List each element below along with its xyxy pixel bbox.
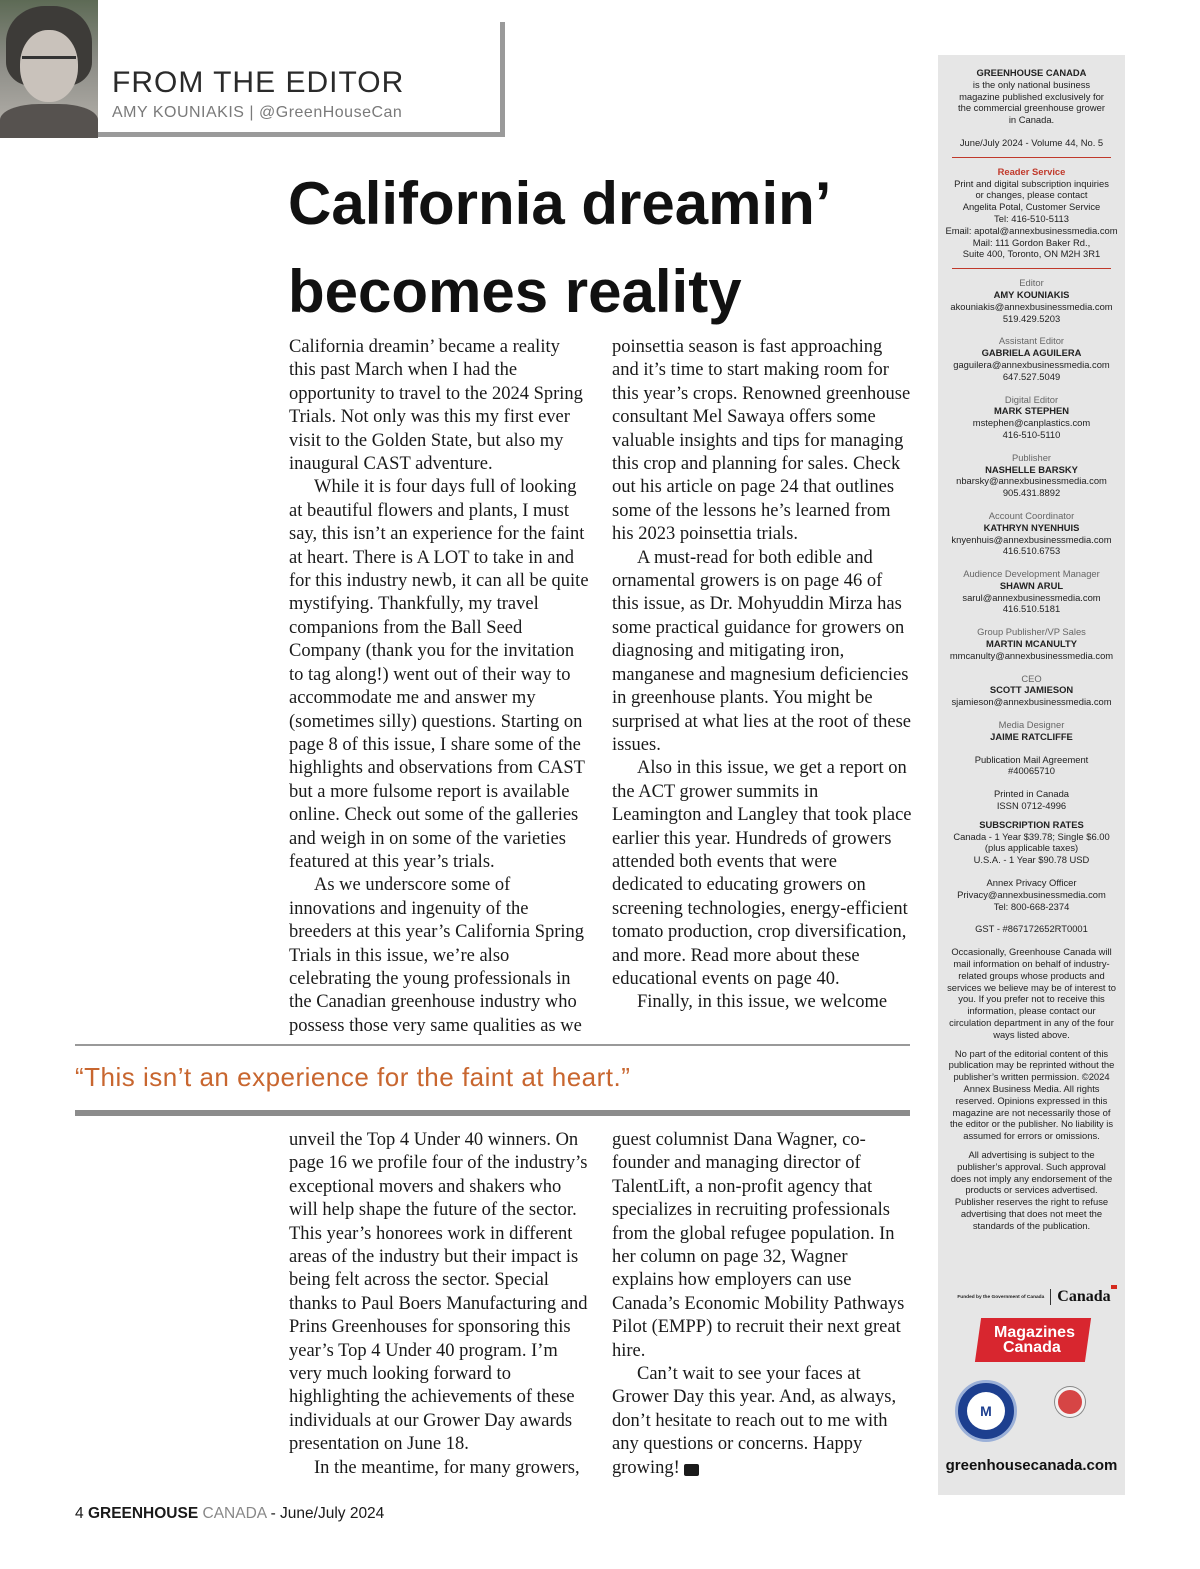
mailing-notice: Occasionally, Greenhouse Canada will mail information on behalf of industry-related groups whose products and services we believe may be of interest to you. If you prefer not to receive this information, please contact our circulation department in any of the four ways listed above. — [947, 946, 1116, 1040]
headline-line-2: becomes reality — [288, 258, 742, 325]
paragraph: unveil the Top 4 Under 40 winners. On page 16 we profile four of the industry’s exceptional movers and shakers who will help shape the future of the sector. This year’s honorees work in different areas of the industry but their impact is being felt across the sector. Special thanks to Paul Boers Manufacturing and Prins Greenhouses for sponsoring this year’s Top 4 Under 40 program. I’m very much looking forward to highlighting the achievements of these individuals at our Grower Day awards presentation on June 18. — [289, 1130, 588, 1455]
footer-brand-bold: GREENHOUSE — [87, 1505, 199, 1522]
reader-service-line: Suite 400, Toronto, ON M2H 3R1 — [962, 248, 1101, 260]
staff-name: MARK STEPHEN — [993, 405, 1069, 417]
copyright-notice: No part of the editorial content of this publication may be reprinted without the publisher’s written permission. ©2024 Annex Business Media. All rights reserved. Opinions expressed in this magazine are not necessarily those of the editor or the publisher. No liability is assumed for errors or omissions. — [948, 1047, 1115, 1142]
paragraph: Finally, in this issue, we welcome — [637, 992, 888, 1013]
staff-role: Media Designer — [998, 719, 1065, 731]
magazines-canada-line-1: Magazines — [993, 1324, 1075, 1341]
staff-role: Digital Editor — [1004, 393, 1059, 405]
advertising-notice: All advertising is subject to the publisher’s approval. Such approval does not imply any endorsement of the products or services advertised. Publisher reserves the right to refuse advertising that does not meet the standards of the publication. — [950, 1148, 1113, 1231]
reader-service-line: or changes, please contact — [975, 189, 1088, 201]
paragraph-final — [612, 1363, 912, 1480]
paragraph: A must-read for both edible and ornamental growers is on page 46 of this issue, as Dr. Mohyuddin Mirza has some practical guidance for growers on diagnosing and mitigating iron, manganese and magnesium deficiencies in greenhouse plants. You might be surprised at what lies at the root of these issues. — [612, 547, 911, 755]
issn: ISSN 0712-4996 — [996, 800, 1067, 812]
pull-quote-rule-bottom — [75, 1110, 910, 1116]
reader-service-line: Print and digital subscription inquiries — [954, 177, 1109, 189]
staff-phone: 519.429.5203 — [1002, 312, 1061, 324]
staff-phone: 416-510-5110 — [1002, 428, 1061, 440]
reader-service-line: Angelita Potal, Customer Service — [962, 201, 1101, 213]
closing-text: Can’t wait to see your faces at Grower Day this year. And, as always, don’t hesitate to reach out to me with any questions or concerns. Happy growing! — [612, 1364, 897, 1478]
flower-growers-badge-icon — [1047, 1381, 1093, 1437]
canada-wordmark-text: Canada — [1057, 1288, 1111, 1305]
pub-mail-number: #40065710 — [1008, 765, 1055, 777]
staff-role: Group Publisher/VP Sales — [977, 626, 1086, 638]
paragraph: While it is four days full of looking at beautiful flowers and plants, I must say, this isn’t an experience for the faint at heart. There is A LOT to take in and for this industry newb, it can all be quite mystifying. Thankfully, my travel companions from the Ball Seed Company (thank you for the invitation to tag along!) went out of their way to accommodate me and answer my (sometimes silly) questions. Starting on page 8 of this issue, I share some of the highlights and observations from CAST but a more fulsome report is available online. Check out some of the galleries and weigh in on some of the varieties featured at this year’s trials. — [289, 477, 589, 872]
staff-role: Publisher — [1011, 451, 1052, 463]
subscription-title: SUBSCRIPTION RATES — [979, 818, 1084, 830]
staff-entry — [944, 335, 1119, 382]
subscription-canada: Canada - 1 Year $39.78; Single $6.00 — [953, 830, 1110, 842]
staff-role: Audience Development Manager — [963, 568, 1100, 580]
issue-info: June/July 2024 - Volume 44, No. 5 — [959, 136, 1104, 148]
body-column-4 — [612, 1129, 912, 1480]
staff-email: sjamieson@annexbusinessmedia.com — [951, 696, 1112, 708]
editor-photo — [0, 0, 98, 138]
divider — [952, 157, 1111, 158]
staff-role: CEO — [1021, 672, 1042, 684]
staff-entry — [944, 626, 1119, 661]
page-number: 4 — [75, 1505, 84, 1522]
pub-mail: Publication Mail Agreement — [974, 753, 1089, 765]
staff-email: gaguilera@annexbusinessmedia.com — [953, 358, 1110, 370]
canada-wordmark-logo — [1057, 1288, 1110, 1306]
staff-email: mstephen@canplastics.com — [972, 417, 1091, 429]
privacy-phone: Tel: 800-668-2374 — [993, 900, 1070, 912]
end-mark-icon: GC — [684, 1464, 699, 1476]
reader-service-line: Mail: 111 Gordon Baker Rd., — [972, 236, 1091, 248]
staff-name: KATHRYN NYENHUIS — [983, 521, 1080, 533]
staff-name: AMY KOUNIAKIS — [993, 288, 1070, 300]
staff-name: GABRIELA AGUILERA — [981, 347, 1082, 359]
staff-name: JAIME RATCLIFFE — [990, 730, 1073, 742]
website-url: greenhousecanada.com — [945, 1457, 1118, 1474]
staff-entry — [944, 719, 1119, 743]
staff-name: SHAWN ARUL — [999, 579, 1064, 591]
reader-service-title: Reader Service — [997, 165, 1066, 177]
paragraph: As we underscore some of innovations and ingenuity of the breeders at this year’s California Spring Trials in this issue, we’re also celebrating the young professionals in the Canadian greenhouse industry who possess those very same qualities as we — [289, 875, 585, 1036]
staff-email: akouniakis@annexbusinessmedia.com — [950, 300, 1113, 312]
staff-entry — [944, 510, 1119, 557]
staff-email: knyenhuis@annexbusinessmedia.com — [951, 533, 1112, 545]
masthead-sidebar — [938, 55, 1125, 1495]
funded-by-text: Funded by the Government of Canada — [957, 1294, 1045, 1300]
body-column-2 — [612, 336, 912, 1015]
staff-phone: 416.510.6753 — [1002, 545, 1061, 557]
body-column-3 — [289, 1129, 591, 1480]
staff-entry — [944, 394, 1119, 441]
divider — [1050, 1289, 1051, 1305]
staff-email: nbarsky@annexbusinessmedia.com — [956, 475, 1107, 487]
divider — [952, 268, 1111, 269]
magazines-canada-line-2: Canada — [1003, 1339, 1061, 1356]
staff-phone: 416.510.5181 — [1002, 603, 1061, 615]
paragraph: poinsettia season is fast approaching and it’s time to start making room for this year’s crops. Renowned greenhouse consultant Mel Sawaya offers some valuable insights and tips for managing this crop and planning for sales. Check out his article on page 24 that outlines some of the lessons he’s learned from his 2023 poinsettia trials. — [612, 337, 911, 545]
staff-entry — [944, 277, 1119, 324]
staff-phone: 647.527.5049 — [1002, 370, 1061, 382]
subscription-taxes: (plus applicable taxes) — [984, 842, 1079, 854]
section-title: FROM THE EDITOR — [112, 66, 405, 99]
page-footer — [75, 1505, 384, 1523]
staff-role: Assistant Editor — [998, 335, 1065, 347]
gst-number: GST - #867172652RT0001 — [975, 923, 1088, 935]
staff-list — [944, 277, 1119, 743]
paragraph: guest columnist Dana Wagner, co-founder and managing director of TalentLift, a non-profit agency that specializes in recruiting professionals from the global refugee population. In her column on page 32, Wagner explains how employers can use Canada’s Economic Mobility Pathways Pilot (EMPP) to recruit their next great hire. — [612, 1130, 905, 1361]
footer-brand-light: CANADA — [202, 1505, 267, 1522]
body-column-1 — [289, 336, 591, 1038]
flag-icon — [1111, 1285, 1117, 1289]
pull-quote-rule-top — [75, 1044, 910, 1046]
paragraph: In the meantime, for many growers, — [314, 1457, 580, 1478]
staff-email: sarul@annexbusinessmedia.com — [962, 591, 1101, 603]
staff-entry — [944, 568, 1119, 615]
headline — [288, 160, 928, 336]
paragraph: California dreamin’ became a reality this past March when I had the opportunity to travel to the 2024 Spring Trials. Not only was this my first ever visit to the Golden State, but also my inaugural CAST adventure. — [289, 337, 583, 475]
privacy-email: Privacy@annexbusinessmedia.com — [957, 888, 1106, 900]
paragraph: Also in this issue, we get a report on the ACT grower summits in Leamington and Langley that took place earlier this year. Hundreds of growers attended both events that were dedicated to educating growers on screening technologies, energy-efficient tomato production, crop diversification, and more. Read more about these educational events on page 40. — [612, 758, 912, 989]
circulation-badge-icon: M — [955, 1380, 1017, 1442]
privacy-officer: Annex Privacy Officer — [986, 877, 1077, 889]
staff-role: Account Coordinator — [988, 509, 1075, 521]
reader-service-line: Tel: 416-510-5113 — [994, 212, 1069, 224]
reader-service-line: Email: apotal@annexbusinessmedia.com — [945, 224, 1118, 236]
government-funding-row — [948, 1287, 1120, 1307]
reader-service-info — [944, 178, 1119, 261]
staff-phone: 905.431.8892 — [1002, 487, 1061, 499]
byline: AMY KOUNIAKIS | @GreenHouseCan — [112, 104, 403, 121]
masthead-description: is the only national business magazine published exclusively for the commercial greenhouse grower in Canada. — [958, 78, 1105, 126]
printed-in: Printed in Canada — [993, 788, 1070, 800]
staff-name: NASHELLE BARSKY — [985, 463, 1078, 475]
staff-entry — [944, 673, 1119, 708]
staff-name: SCOTT JAMIESON — [989, 684, 1074, 696]
staff-name: MARTIN MCANULTY — [986, 638, 1077, 650]
staff-email: mmcanulty@annexbusinessmedia.com — [949, 649, 1114, 661]
subscription-usa: U.S.A. - 1 Year $90.78 USD — [973, 854, 1090, 866]
footer-issue: - June/July 2024 — [270, 1505, 385, 1522]
staff-entry — [944, 452, 1119, 499]
pull-quote: “This isn’t an experience for the faint at heart.” — [75, 1062, 631, 1092]
headline-line-1: California dreamin’ — [288, 170, 832, 237]
masthead-name: GREENHOUSE CANADA — [976, 67, 1087, 78]
magazines-canada-logo — [975, 1318, 1091, 1362]
staff-role: Editor — [1019, 277, 1044, 289]
